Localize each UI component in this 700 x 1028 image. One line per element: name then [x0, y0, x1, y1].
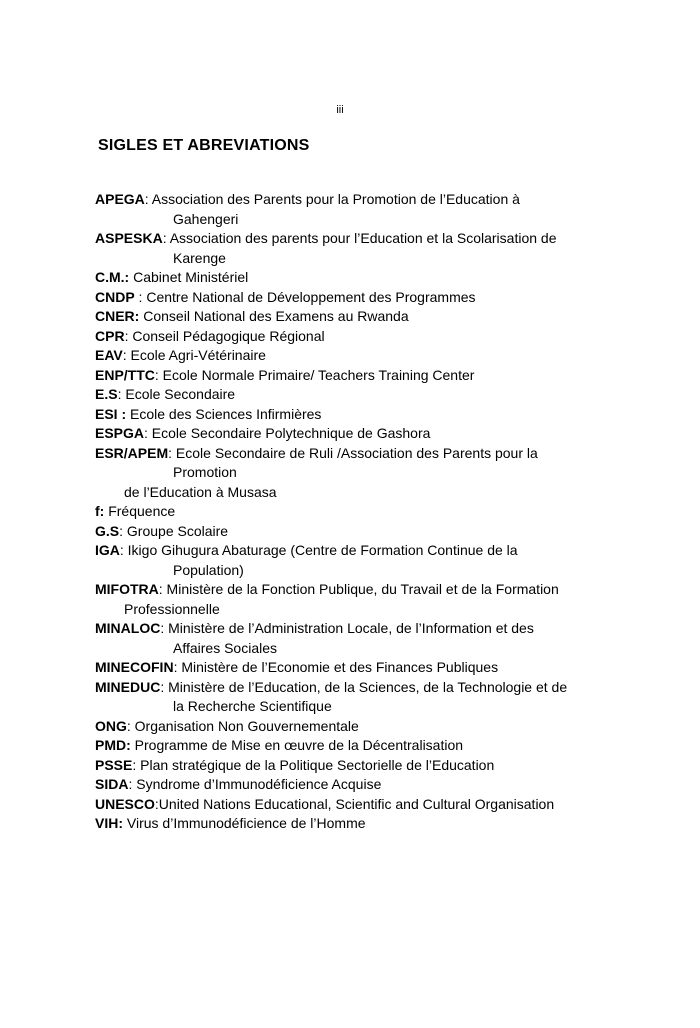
list-item	[95, 775, 607, 795]
abbreviation: MINALOC	[95, 620, 161, 636]
list-item	[95, 717, 607, 737]
definition: : Ministère de l’Administration Locale, de l’Information et des	[160, 620, 534, 636]
definition: Virus d’Immunodéficience de l’Homme	[123, 815, 366, 831]
definition: : Centre National de Développement des Programmes	[134, 288, 476, 305]
list-item	[95, 580, 607, 619]
list-item	[95, 385, 607, 405]
abbreviation: ENP/TTC	[95, 366, 155, 383]
abbreviation: CPR	[95, 327, 125, 344]
definition-continuation: Affaires Sociales	[173, 639, 278, 656]
list-item	[95, 522, 607, 542]
abbreviation: ASPESKA	[95, 230, 163, 246]
list-item	[95, 444, 607, 503]
list-item	[95, 366, 607, 386]
list-item	[95, 678, 607, 717]
abbreviation: G.S	[95, 522, 120, 539]
abbreviation: C.M.:	[95, 269, 130, 285]
page-title: SIGLES ET ABREVIATIONS	[98, 137, 310, 154]
definition: : Ministère de l’Economie et des Finances Publiques	[173, 659, 499, 675]
definition-continuation: de l’Education à Musasa	[124, 483, 277, 500]
definition: : Ministère de l’Education, de la Sciences, de la Technologie et de	[160, 678, 568, 695]
definition: : Ecole Secondaire de Ruli /Association des Parents pour la	[168, 444, 538, 461]
list-item	[95, 424, 607, 444]
definition: : Ecole Normale Primaire/ Teachers Training Center	[154, 366, 475, 383]
list-item	[95, 756, 607, 776]
definition-continuation: Promotion	[173, 464, 237, 480]
definition: :United Nations Educational, Scientific and Cultural Organisation	[154, 795, 555, 812]
list-item	[95, 346, 607, 366]
definition: : Ministère de la Fonction Publique, du Travail et de la Formation	[158, 581, 559, 597]
definition-continuation: Professionnelle	[124, 600, 220, 617]
abbreviation: E.S	[95, 386, 118, 402]
list-item	[95, 736, 607, 756]
list-item	[95, 658, 607, 678]
definition: Cabinet Ministériel	[129, 269, 249, 285]
list-item	[95, 405, 607, 425]
list-item	[95, 288, 607, 308]
list-item	[95, 619, 607, 658]
definition: : Syndrome d’Immunodéficience Acquise	[128, 776, 382, 792]
abbreviation: IGA	[95, 542, 120, 558]
definition: : Organisation Non Gouvernementale	[126, 717, 359, 734]
definition: Ecole des Sciences Infirmières	[126, 405, 322, 422]
abbreviation: VIH:	[95, 815, 123, 831]
abbreviation: PSSE	[95, 756, 133, 773]
definition: Conseil National des Examens au Rwanda	[139, 308, 409, 324]
definition: : Plan stratégique de la Politique Sectorielle de l’Education	[132, 756, 495, 773]
definition: : Association des Parents pour la Promotion de l’Education à	[144, 191, 520, 207]
definition: : Ecole Agri-Vétérinaire	[122, 347, 266, 363]
definition: : Groupe Scolaire	[119, 522, 229, 539]
definition: : Ecole Secondaire	[117, 386, 236, 402]
definition-continuation: Karenge	[173, 249, 226, 266]
abbreviation: CNER:	[95, 308, 140, 324]
abbreviation: ESPGA	[95, 425, 145, 441]
definition-continuation: Gahengeri	[173, 210, 239, 227]
definition: : Association des parents pour l’Education et la Scolarisation de	[162, 230, 557, 246]
abbreviation: CNDP	[95, 288, 135, 305]
abbreviation: ONG	[95, 717, 127, 734]
definition: : Conseil Pédagogique Régional	[124, 327, 325, 344]
definition: : Ecole Secondaire Polytechnique de Gashora	[144, 425, 431, 441]
page-number: iii	[336, 104, 344, 116]
list-item	[95, 502, 607, 522]
definition-continuation: Population)	[173, 561, 244, 578]
abbreviation-list	[95, 190, 607, 834]
abbreviation: UNESCO	[95, 795, 155, 812]
definition: Programme de Mise en œuvre de la Décentralisation	[130, 737, 464, 753]
list-item	[95, 190, 607, 229]
abbreviation: MINECOFIN	[95, 659, 174, 675]
abbreviation: MINEDUC	[95, 678, 161, 695]
definition: Fréquence	[104, 503, 176, 519]
list-item	[95, 327, 607, 347]
abbreviation: APEGA	[95, 191, 145, 207]
definition: : Ikigo Gihugura Abaturage (Centre de Formation Continue de la	[119, 542, 518, 558]
list-item	[95, 268, 607, 288]
abbreviation: ESR/APEM	[95, 444, 169, 461]
list-item	[95, 229, 607, 268]
abbreviation: SIDA	[95, 776, 129, 792]
abbreviation: PMD:	[95, 737, 131, 753]
abbreviation: MIFOTRA	[95, 581, 159, 597]
abbreviation: f:	[95, 503, 105, 519]
list-item	[95, 541, 607, 580]
abbreviation: EAV	[95, 347, 123, 363]
list-item	[95, 307, 607, 327]
list-item	[95, 814, 607, 834]
definition-continuation: la Recherche Scientifique	[173, 698, 332, 714]
list-item	[95, 795, 607, 815]
abbreviation: ESI :	[95, 405, 127, 422]
